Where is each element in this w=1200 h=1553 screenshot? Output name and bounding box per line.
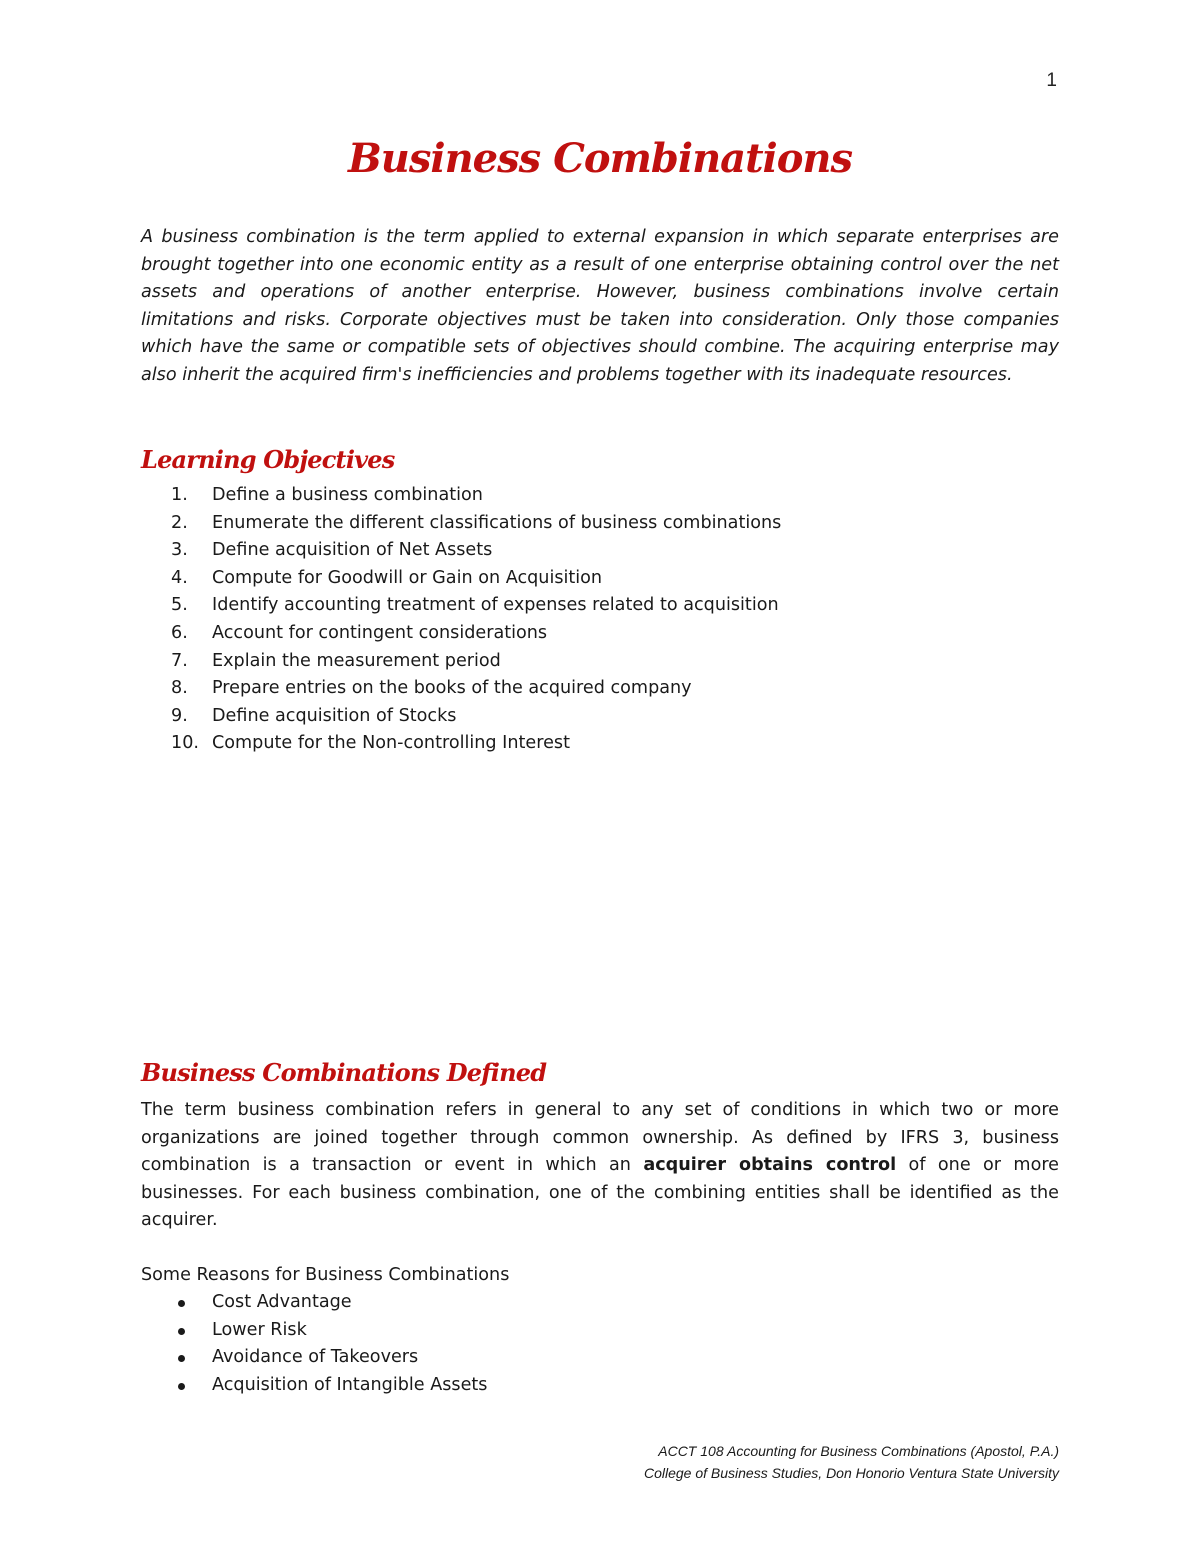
bullet-icon <box>141 1344 212 1372</box>
reasons-intro: Some Reasons for Business Combinations <box>141 1265 510 1285</box>
list-item-text: Compute for Goodwill or Gain on Acquisition <box>212 567 603 588</box>
bullet-icon <box>141 1372 212 1400</box>
list-item <box>141 648 1059 676</box>
list-item-text: Avoidance of Takeovers <box>212 1347 419 1368</box>
reasons-list <box>141 1289 1059 1399</box>
document-title: Business Combinations <box>347 135 853 182</box>
list-item-text: Enumerate the different classifications of business combinations <box>212 512 782 533</box>
list-number: 3. <box>171 540 188 561</box>
objectives-list <box>141 482 1059 758</box>
list-item <box>141 537 1059 565</box>
definition-bold-phrase: acquirer obtains control <box>643 1155 897 1176</box>
list-item-text: Define a business combination <box>212 485 483 505</box>
footer-college-line: College of Business Studies, Don Honorio Ventura State University <box>643 1465 1059 1481</box>
list-item <box>141 482 1059 510</box>
list-item-text: Cost Advantage <box>212 1292 352 1312</box>
learning-objectives-heading: Learning Objectives <box>141 445 395 474</box>
list-number: 9. <box>171 705 188 726</box>
list-item-text: Lower Risk <box>212 1319 307 1340</box>
list-item <box>141 510 1059 538</box>
list-item <box>141 703 1059 731</box>
list-number: 5. <box>171 595 188 616</box>
page-footer <box>644 1440 1059 1484</box>
list-item-text: Prepare entries on the books of the acquired company <box>212 678 692 699</box>
bullet-icon <box>141 1317 212 1345</box>
list-item <box>141 620 1059 648</box>
list-item-text: Identify accounting treatment of expenses related to acquisition <box>212 595 779 616</box>
list-number: 4. <box>171 567 188 588</box>
list-item-text: Acquisition of Intangible Assets <box>212 1374 488 1395</box>
definition-heading: Business Combinations Defined <box>141 1058 547 1087</box>
list-item-text: Account for contingent considerations <box>212 622 548 643</box>
list-item <box>141 592 1059 620</box>
definition-text-start: The term business combination refers in general to any set of conditions in which two or more organizations are joined together through common ownership. As defined by IFRS 3, business combination is a transaction or event in which an <box>141 1100 1059 1176</box>
list-item <box>141 1372 1059 1400</box>
list-item-text: Define acquisition of Stocks <box>212 705 457 726</box>
page-number: 1 <box>1046 70 1057 91</box>
list-item <box>141 1317 1059 1345</box>
list-item-text: Compute for the Non-controlling Interest <box>212 733 570 754</box>
list-number: 7. <box>171 650 188 671</box>
list-item <box>141 730 1059 758</box>
definition-text-end: of one or more businesses. For each business combination, one of the combining entities shall be identified as the acquirer. <box>141 1155 1060 1231</box>
list-number: 10. <box>171 733 199 754</box>
list-item-text: Explain the measurement period <box>212 650 501 671</box>
definition-paragraph <box>141 1097 1059 1235</box>
list-item <box>141 1289 1059 1317</box>
list-number: 1. <box>171 485 188 505</box>
list-item-text: Define acquisition of Net Assets <box>212 540 493 561</box>
list-number: 8. <box>171 678 188 699</box>
intro-paragraph: A business combination is the term applied to external expansion in which separate enterprises are brought together into one economic entity as a result of one enterprise obtaining control over the net assets and operations of another enterprise. However, business combinations involve certain limitations and risks. Corporate objectives must be taken into consideration. Only those companies which have the same or compatible sets of objectives should combine. The acquiring enterprise may also inherit the acquired firm's inefficiencies and problems together with its inadequate resources. <box>141 227 1059 385</box>
list-item <box>141 675 1059 703</box>
list-item <box>141 565 1059 593</box>
list-number: 2. <box>171 512 188 533</box>
footer-course-line: ACCT 108 Accounting for Business Combinations (Apostol, P.A.) <box>658 1443 1059 1459</box>
list-item <box>141 1344 1059 1372</box>
list-number: 6. <box>171 622 188 643</box>
bullet-icon <box>141 1289 212 1317</box>
